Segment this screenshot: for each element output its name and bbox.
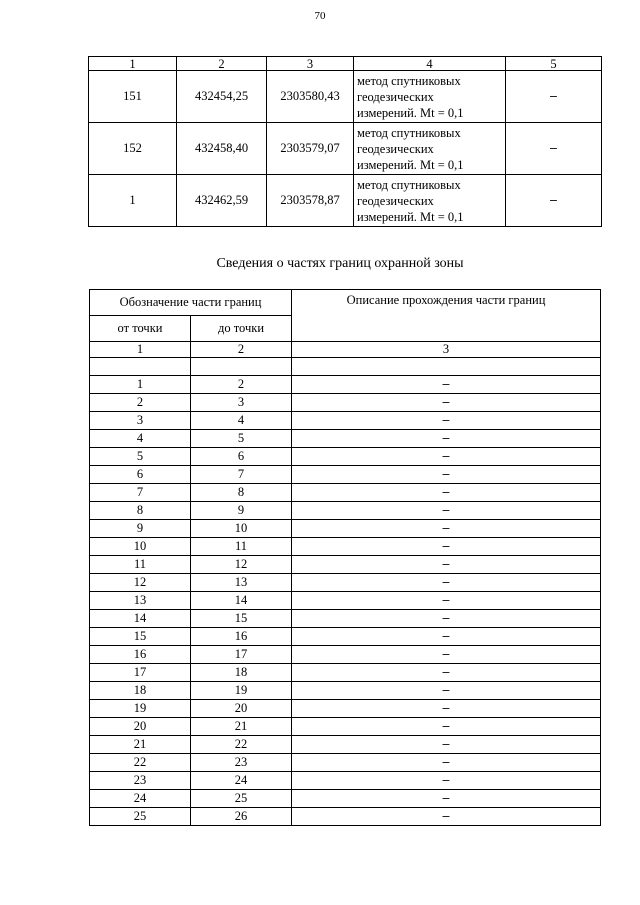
table-row [90,808,601,826]
table-row [90,700,601,718]
header-from-cell: от точки [90,316,191,342]
from-point-cell: 21 [90,736,191,754]
from-point-cell: 1 [90,376,191,394]
to-point-cell: 19 [191,682,292,700]
to-point-cell: 21 [191,718,292,736]
from-point-cell: 13 [90,592,191,610]
to-point-cell: 14 [191,592,292,610]
to-point-cell: 15 [191,610,292,628]
column-number: 5 [506,57,602,71]
header-group-cell: Обозначение части границ [90,290,292,316]
table-row [89,123,602,175]
note-cell: – [506,71,602,123]
description-cell: – [292,520,601,538]
to-point-cell: 23 [191,754,292,772]
point-number: 1 [89,175,177,227]
from-point-cell: 11 [90,556,191,574]
to-point-cell: 3 [191,394,292,412]
table-row [90,502,601,520]
method-line: измерений. Mt = 0,1 [357,157,464,172]
from-point-cell: 23 [90,772,191,790]
table-row [89,175,602,227]
method-line: метод спутниковых [357,177,461,192]
empty-cell [90,358,191,376]
column-number: 3 [267,57,354,71]
to-point-cell: 18 [191,664,292,682]
description-cell: – [292,538,601,556]
description-cell: – [292,502,601,520]
from-point-cell: 9 [90,520,191,538]
to-point-cell: 22 [191,736,292,754]
from-point-cell: 22 [90,754,191,772]
description-cell: – [292,736,601,754]
from-point-cell: 16 [90,646,191,664]
method-line: геодезических [357,141,434,156]
column-number-row [90,342,601,358]
table-row [90,376,601,394]
from-point-cell: 24 [90,790,191,808]
x-coordinate: 432462,59 [177,175,267,227]
from-point-cell: 7 [90,484,191,502]
method-line: метод спутниковых [357,73,461,88]
header-to-cell: до точки [191,316,292,342]
method-line: измерений. Mt = 0,1 [357,105,464,120]
table-row [90,628,601,646]
y-coordinate: 2303579,07 [267,123,354,175]
x-coordinate: 432458,40 [177,123,267,175]
to-point-cell: 17 [191,646,292,664]
table-row [90,394,601,412]
column-number: 3 [292,342,601,358]
method-line: геодезических [357,193,434,208]
empty-row [90,358,601,376]
method-line: метод спутниковых [357,125,461,140]
description-cell: – [292,448,601,466]
to-point-cell: 16 [191,628,292,646]
coordinates-table [88,56,602,227]
description-cell: – [292,592,601,610]
description-cell: – [292,430,601,448]
description-cell: – [292,790,601,808]
point-number: 151 [89,71,177,123]
to-point-cell: 9 [191,502,292,520]
description-cell: – [292,682,601,700]
from-point-cell: 15 [90,628,191,646]
method-description [354,175,506,227]
y-coordinate: 2303578,87 [267,175,354,227]
from-point-cell: 10 [90,538,191,556]
table-row [90,574,601,592]
method-description [354,71,506,123]
table-row [90,430,601,448]
description-cell: – [292,574,601,592]
table-row [90,718,601,736]
table-row [90,610,601,628]
table-row [90,484,601,502]
from-point-cell: 12 [90,574,191,592]
table-row [90,466,601,484]
to-point-cell: 5 [191,430,292,448]
description-cell: – [292,700,601,718]
to-point-cell: 10 [191,520,292,538]
method-line: измерений. Mt = 0,1 [357,209,464,224]
from-point-cell: 25 [90,808,191,826]
x-coordinate: 432454,25 [177,71,267,123]
table-row [90,754,601,772]
description-cell: – [292,664,601,682]
empty-cell [191,358,292,376]
from-point-cell: 8 [90,502,191,520]
y-coordinate: 2303580,43 [267,71,354,123]
note-cell: – [506,123,602,175]
from-point-cell: 17 [90,664,191,682]
description-cell: – [292,466,601,484]
from-point-cell: 4 [90,430,191,448]
description-cell: – [292,646,601,664]
column-number: 2 [177,57,267,71]
table-row [90,790,601,808]
to-point-cell: 2 [191,376,292,394]
point-number: 152 [89,123,177,175]
to-point-cell: 13 [191,574,292,592]
boundary-parts-table [89,289,601,826]
description-cell: – [292,394,601,412]
description-cell: – [292,808,601,826]
from-point-cell: 2 [90,394,191,412]
from-point-cell: 3 [90,412,191,430]
to-point-cell: 11 [191,538,292,556]
description-cell: – [292,376,601,394]
from-point-cell: 18 [90,682,191,700]
table-row [90,520,601,538]
table-row [90,412,601,430]
header-description-cell: Описание прохождения части границ [292,290,601,342]
table-row [90,736,601,754]
table-row [90,772,601,790]
from-point-cell: 14 [90,610,191,628]
table-row [90,682,601,700]
column-number-row [89,57,602,71]
description-cell: – [292,556,601,574]
description-cell: – [292,610,601,628]
column-number: 2 [191,342,292,358]
header-row [90,290,601,316]
to-point-cell: 20 [191,700,292,718]
table-row [89,71,602,123]
column-number: 1 [90,342,191,358]
description-cell: – [292,754,601,772]
to-point-cell: 12 [191,556,292,574]
table-row [90,592,601,610]
description-cell: – [292,412,601,430]
column-number: 1 [89,57,177,71]
table-row [90,646,601,664]
description-cell: – [292,628,601,646]
from-point-cell: 5 [90,448,191,466]
section-title: Сведения о частях границ охранной зоны [216,256,464,271]
description-cell: – [292,484,601,502]
from-point-cell: 20 [90,718,191,736]
method-description [354,123,506,175]
to-point-cell: 4 [191,412,292,430]
empty-cell [292,358,601,376]
page-number: 70 [314,10,326,22]
method-line: геодезических [357,89,434,104]
to-point-cell: 7 [191,466,292,484]
to-point-cell: 25 [191,790,292,808]
table-row [90,556,601,574]
to-point-cell: 24 [191,772,292,790]
table-row [90,448,601,466]
table-row [90,664,601,682]
from-point-cell: 6 [90,466,191,484]
from-point-cell: 19 [90,700,191,718]
column-number: 4 [354,57,506,71]
to-point-cell: 8 [191,484,292,502]
note-cell: – [506,175,602,227]
description-cell: – [292,718,601,736]
description-cell: – [292,772,601,790]
to-point-cell: 6 [191,448,292,466]
table-row [90,538,601,556]
to-point-cell: 26 [191,808,292,826]
